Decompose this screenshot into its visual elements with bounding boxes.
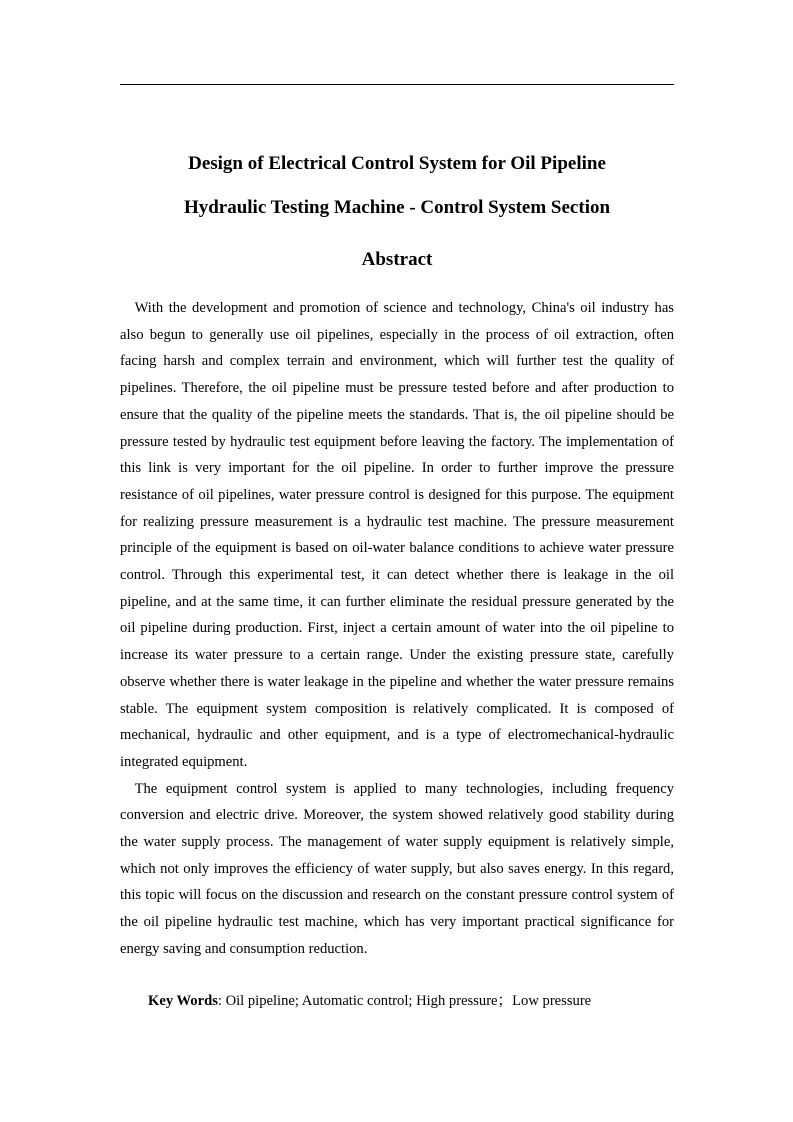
keywords [148,988,674,1015]
paper-title [120,142,674,230]
keywords-label: Key Words [148,993,218,1009]
keywords-separator: : [217,993,226,1009]
abstract-heading: Abstract [361,249,433,270]
abstract-paragraph-1: With the development and promotion of science and technology, China's oil industry has also begun to generally use oil pipelines, especially in the process of oil extraction, often facing harsh and complex terrain and environment, which will further test the quality of pipelines. Therefore, the oil pipeline must be pressure tested before and after production to ensure that the quality of the pipeline meets the standards. That is, the oil pipeline should be pressure tested by hydraulic test equipment before leaving the factory. The implementation of this link is very important for the oil pipeline. In order to further improve the pressure resistance of oil pipelines, water pressure control is designed for this purpose. The equipment for realizing pressure measurement is a hydraulic test machine. The pressure measurement principle of the equipment is based on oil-water balance conditions to achieve water pressure control. Through this experimental test, it can detect whether there is leakage in the oil pipeline, and at the same time, it can further eliminate the residual pressure generated by the oil pipeline during production. First, inject a certain amount of water into the oil pipeline to increase its water pressure to a certain range. Under the existing pressure state, carefully observe whether there is water leakage in the pipeline and whether the water pressure remains stable. The equipment system composition is relatively complicated. It is composed of mechanical, hydraulic and other equipment, and is a type of electromechanical-hydraulic integrated equipment. [120,300,674,770]
keywords-value: Oil pipeline; Automatic control; High pressure；Low pressure [225,993,592,1009]
abstract-paragraph-2: The equipment control system is applied to many technologies, including frequency conversion and electric drive. Moreover, the system showed relatively good stability during the water supply process. The management of water supply equipment is relatively simple, which not only improves the efficiency of water supply, but also saves energy. In this regard, this topic will focus on the discussion and research on the constant pressure control system of the oil pipeline hydraulic test machine, which has very important practical significance for energy saving and consumption reduction. [120,780,674,957]
title-line-1: Design of Electrical Control System for Oil Pipeline [188,153,606,174]
header-rule [120,84,674,85]
abstract-body [120,295,674,963]
title-line-2: Hydraulic Testing Machine - Control System Section [183,197,611,218]
